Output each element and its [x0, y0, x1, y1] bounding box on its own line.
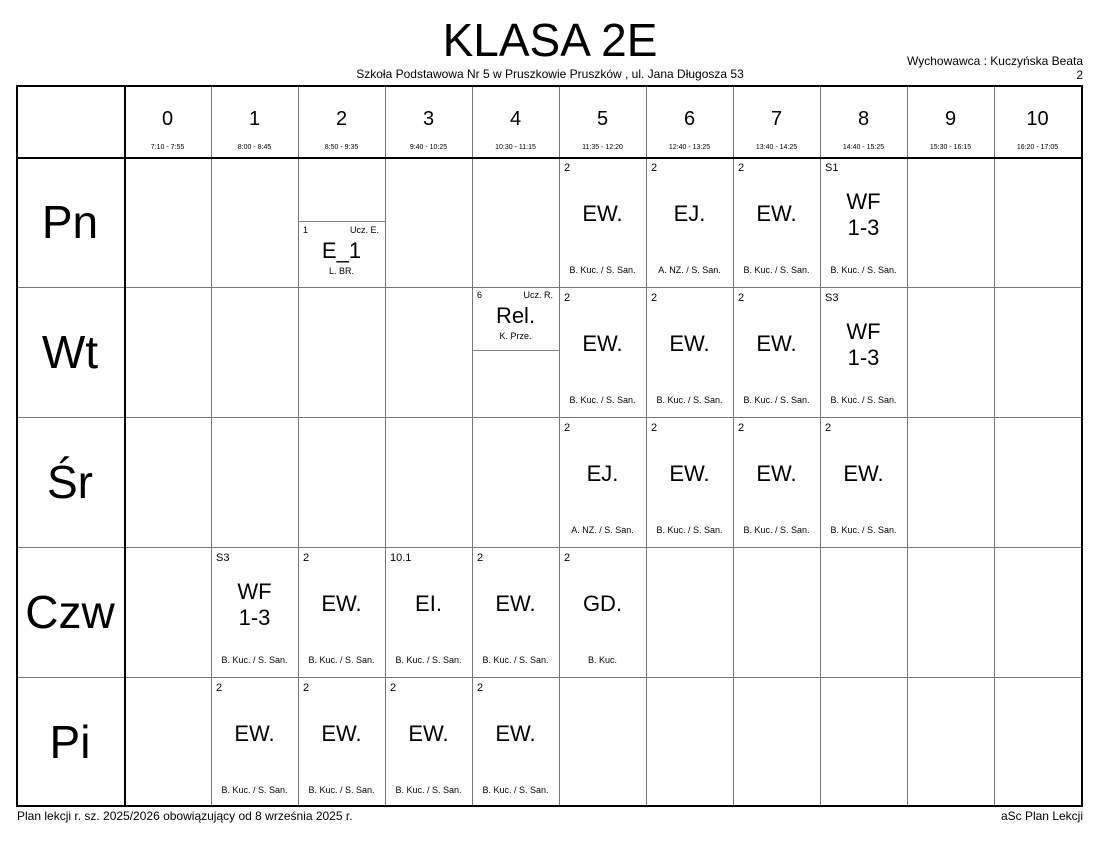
lesson-subject: EW.	[669, 331, 710, 356]
lesson-group: 2	[738, 422, 745, 434]
lesson-cell[interactable]	[733, 417, 820, 547]
lesson-teacher: B. Kuc. / S. San.	[308, 655, 375, 665]
lesson-teacher: A. NZ. / S. San.	[571, 525, 634, 535]
lesson-group: 2	[738, 292, 745, 304]
period-time: 8:50 - 9:35	[324, 144, 359, 151]
grid-line	[16, 547, 1083, 548]
lesson-group: 2	[477, 682, 484, 694]
lesson-cell[interactable]	[298, 547, 385, 677]
period-number: 6	[683, 108, 696, 130]
period-header	[472, 85, 559, 157]
period-number: 9	[944, 108, 957, 130]
lesson-subject: GD.	[582, 591, 623, 616]
grid-line	[1081, 85, 1083, 807]
class-teacher: Wychowawca : Kuczyńska Beata	[907, 54, 1083, 68]
period-header	[298, 85, 385, 157]
lesson-subject-group: 1-3	[238, 605, 271, 630]
period-header	[820, 85, 907, 157]
period-number: 2	[335, 108, 348, 130]
grid-line	[16, 677, 1083, 678]
lesson-teacher: B. Kuc. / S. San.	[569, 395, 636, 405]
lesson-cell[interactable]	[820, 157, 907, 287]
grid-line	[472, 85, 473, 807]
lesson-cell[interactable]	[559, 417, 646, 547]
period-time: 15:30 - 16:15	[929, 144, 972, 151]
footer-validity: Plan lekcji r. sz. 2025/2026 obowiązujący od 8 września 2025 r.	[17, 809, 353, 823]
lesson-cell[interactable]	[385, 677, 472, 807]
period-header	[211, 85, 298, 157]
lesson-cell[interactable]	[646, 287, 733, 417]
grid-line	[16, 287, 1083, 288]
lesson-cell[interactable]	[211, 547, 298, 677]
period-header	[907, 85, 994, 157]
lesson-cell[interactable]	[820, 287, 907, 417]
lesson-teacher: B. Kuc. / S. San.	[830, 395, 897, 405]
lesson-subject: EW.	[669, 461, 710, 486]
lesson-teacher: B. Kuc. / S. San.	[308, 785, 375, 795]
lesson-subject: EW.	[408, 721, 449, 746]
day-label: Pn	[41, 196, 99, 248]
lesson-cell[interactable]	[211, 677, 298, 807]
lesson-subject: Rel.	[495, 303, 536, 328]
lesson-group: S3	[216, 552, 230, 564]
lesson-cell[interactable]	[820, 417, 907, 547]
lesson-teacher: B. Kuc. / S. San.	[482, 655, 549, 665]
lesson-teacher: L. BR.	[328, 266, 354, 276]
lesson-subgroup: Ucz. E.	[349, 225, 379, 235]
lesson-subject: EW.	[843, 461, 884, 486]
lesson-cell[interactable]	[298, 157, 385, 287]
grid-line	[385, 85, 386, 807]
period-time: 16:20 - 17:05	[1016, 144, 1059, 151]
lesson-teacher: B. Kuc. / S. San.	[569, 265, 636, 275]
lesson-teacher: K. Prze.	[499, 331, 532, 341]
period-number: 5	[596, 108, 609, 130]
period-header	[646, 85, 733, 157]
period-header	[124, 85, 211, 157]
lesson-group: 2	[477, 552, 484, 564]
lesson-group: 2	[564, 162, 571, 174]
lesson-group: 2	[651, 162, 658, 174]
lesson-group: 2	[564, 292, 571, 304]
lesson-subgroup: Ucz. R.	[523, 290, 553, 300]
grid-line	[994, 85, 995, 807]
grid-line	[16, 805, 1083, 807]
lesson-cell[interactable]	[472, 677, 559, 807]
lesson-subject: EW.	[582, 201, 623, 226]
lesson-group: 1	[303, 225, 309, 235]
lesson-group: 6	[477, 290, 483, 300]
lesson-subject: EW.	[495, 591, 536, 616]
period-header	[559, 85, 646, 157]
lesson-cell[interactable]	[298, 677, 385, 807]
period-header	[733, 85, 820, 157]
lesson-subject: EJ.	[586, 461, 619, 486]
grid-line	[124, 85, 126, 807]
period-time: 9:40 - 10:25	[409, 144, 448, 151]
lesson-teacher: B. Kuc. / S. San.	[221, 785, 288, 795]
day-label: Wt	[41, 326, 99, 378]
lesson-teacher: B. Kuc. / S. San.	[221, 655, 288, 665]
lesson-subject: WF	[846, 319, 881, 344]
period-time: 14:40 - 15:25	[842, 144, 885, 151]
lesson-group: 2	[738, 162, 745, 174]
lesson-group: 2	[825, 422, 832, 434]
period-number: 0	[161, 108, 174, 130]
grid-line	[559, 85, 560, 807]
school-address: Szkoła Podstawowa Nr 5 w Pruszkowie Pruszków , ul. Jana Długosza 53	[356, 67, 744, 81]
period-number: 3	[422, 108, 435, 130]
period-header	[385, 85, 472, 157]
lesson-teacher: B. Kuc. / S. San.	[482, 785, 549, 795]
lesson-cell[interactable]	[385, 547, 472, 677]
page-title: KLASA 2E	[442, 14, 658, 66]
lesson-teacher: B. Kuc. / S. San.	[656, 525, 723, 535]
lesson-teacher: B. Kuc. / S. San.	[395, 785, 462, 795]
lesson-cell[interactable]	[559, 287, 646, 417]
period-number: 4	[509, 108, 522, 130]
lesson-teacher: B. Kuc. / S. San.	[830, 525, 897, 535]
lesson-teacher: A. NZ. / S. San.	[658, 265, 721, 275]
period-time: 13:40 - 14:25	[755, 144, 798, 151]
grid-line	[907, 85, 908, 807]
lesson-subject: EW.	[321, 721, 362, 746]
lesson-subject: EW.	[756, 461, 797, 486]
lesson-group: 2	[564, 552, 571, 564]
lesson-group: 2	[390, 682, 397, 694]
lesson-group: 2	[303, 552, 310, 564]
period-number: 8	[857, 108, 870, 130]
grid-line	[820, 85, 821, 807]
lesson-group: 10.1	[390, 552, 412, 564]
lesson-group: 2	[303, 682, 310, 694]
grid-line	[16, 85, 18, 807]
lesson-subject: EW.	[495, 721, 536, 746]
footer-brand: aSc Plan Lekcji	[1000, 809, 1083, 823]
lesson-subject: E_1	[321, 238, 362, 263]
lesson-subject: EJ.	[673, 201, 706, 226]
lesson-subject: EW.	[756, 201, 797, 226]
lesson-half	[298, 221, 385, 285]
lesson-cell[interactable]	[646, 157, 733, 287]
lesson-cell[interactable]	[733, 157, 820, 287]
lesson-teacher: B. Kuc. / S. San.	[743, 395, 810, 405]
lesson-cell[interactable]	[559, 547, 646, 677]
lesson-group: 2	[651, 292, 658, 304]
lesson-teacher: B. Kuc.	[587, 655, 617, 665]
lesson-subject-group: 1-3	[847, 345, 880, 370]
lesson-cell[interactable]	[733, 287, 820, 417]
lesson-group: S3	[825, 292, 839, 304]
grid-line	[298, 85, 299, 807]
period-header	[994, 85, 1081, 157]
lesson-cell[interactable]	[559, 157, 646, 287]
lesson-teacher: B. Kuc. / S. San.	[830, 265, 897, 275]
grid-line	[16, 85, 1083, 87]
period-time: 11:35 - 12:20	[582, 144, 623, 151]
period-time: 8:00 - 8:45	[237, 144, 272, 151]
page-number: 2	[1076, 68, 1083, 82]
day-label: Czw	[25, 586, 115, 638]
lesson-subject: EW.	[234, 721, 275, 746]
lesson-subject: EW.	[756, 331, 797, 356]
day-label: Śr	[47, 456, 93, 508]
lesson-teacher: B. Kuc. / S. San.	[743, 525, 810, 535]
grid-line	[16, 157, 1083, 159]
lesson-teacher: B. Kuc. / S. San.	[395, 655, 462, 665]
timetable-grid	[16, 85, 1083, 807]
lesson-teacher: B. Kuc. / S. San.	[743, 265, 810, 275]
day-label: Pi	[49, 716, 91, 768]
period-number: 10	[1026, 108, 1049, 130]
lesson-cell[interactable]	[472, 287, 559, 417]
period-time: 7:10 - 7:55	[150, 144, 185, 151]
lesson-subject: EW.	[321, 591, 362, 616]
lesson-subject-group: 1-3	[847, 215, 880, 240]
period-number: 1	[248, 108, 261, 130]
grid-line	[733, 85, 734, 807]
lesson-subject: EI.	[415, 591, 442, 616]
lesson-group: S1	[825, 162, 839, 174]
lesson-subject: EW.	[582, 331, 623, 356]
lesson-group: 2	[564, 422, 571, 434]
lesson-subject: WF	[846, 189, 881, 214]
grid-line	[646, 85, 647, 807]
period-number: 7	[770, 108, 783, 130]
grid-line	[211, 85, 212, 807]
lesson-cell[interactable]	[646, 417, 733, 547]
lesson-group: 2	[651, 422, 658, 434]
lesson-cell[interactable]	[472, 547, 559, 677]
lesson-group: 2	[216, 682, 223, 694]
period-time: 10:30 - 11:15	[495, 144, 536, 151]
grid-line	[16, 417, 1083, 418]
lesson-half	[472, 287, 559, 351]
lesson-subject: WF	[237, 579, 272, 604]
lesson-teacher: B. Kuc. / S. San.	[656, 395, 723, 405]
period-time: 12:40 - 13:25	[668, 144, 711, 151]
